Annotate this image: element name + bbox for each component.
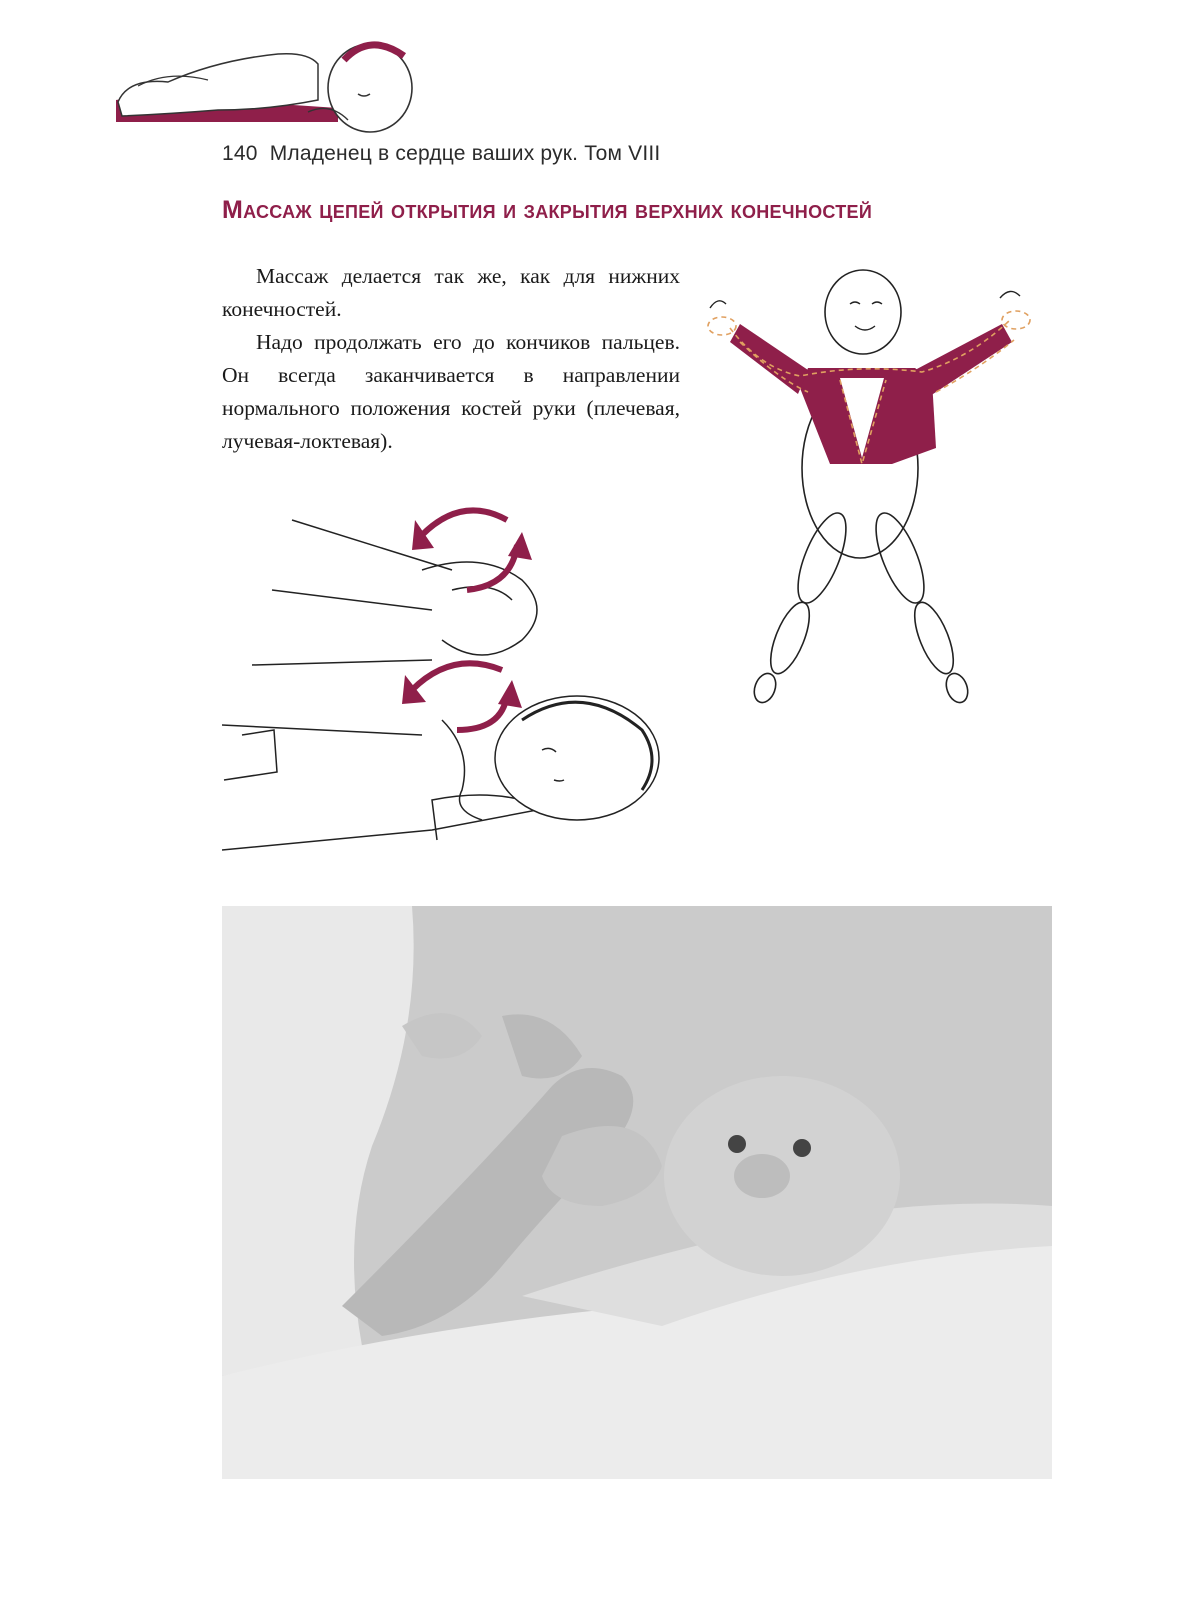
- book-title: Младенец в сердце ваших рук. Том VIII: [269, 142, 661, 165]
- baby-body-chains-diagram: [700, 268, 1040, 718]
- sleeping-baby-illustration: [108, 30, 428, 140]
- section-title: Массаж цепей открытия и закрытия верхних конечностей: [222, 196, 873, 224]
- page-number: 140: [222, 142, 258, 165]
- paragraph: Массаж делается так же, как для нижних конечностей.: [222, 264, 680, 321]
- body-text: [222, 260, 680, 458]
- paragraph: Надо продолжать его до кончиков пальцев. Он всегда заканчивается в направлении нормального положения костей руки (плечевая, лучевая-локтевая).: [222, 330, 680, 453]
- running-head: [222, 142, 660, 166]
- arm-massage-illustration-with-rotation-arrows: [222, 490, 672, 870]
- newborn-arm-massage-photo: [222, 906, 1052, 1479]
